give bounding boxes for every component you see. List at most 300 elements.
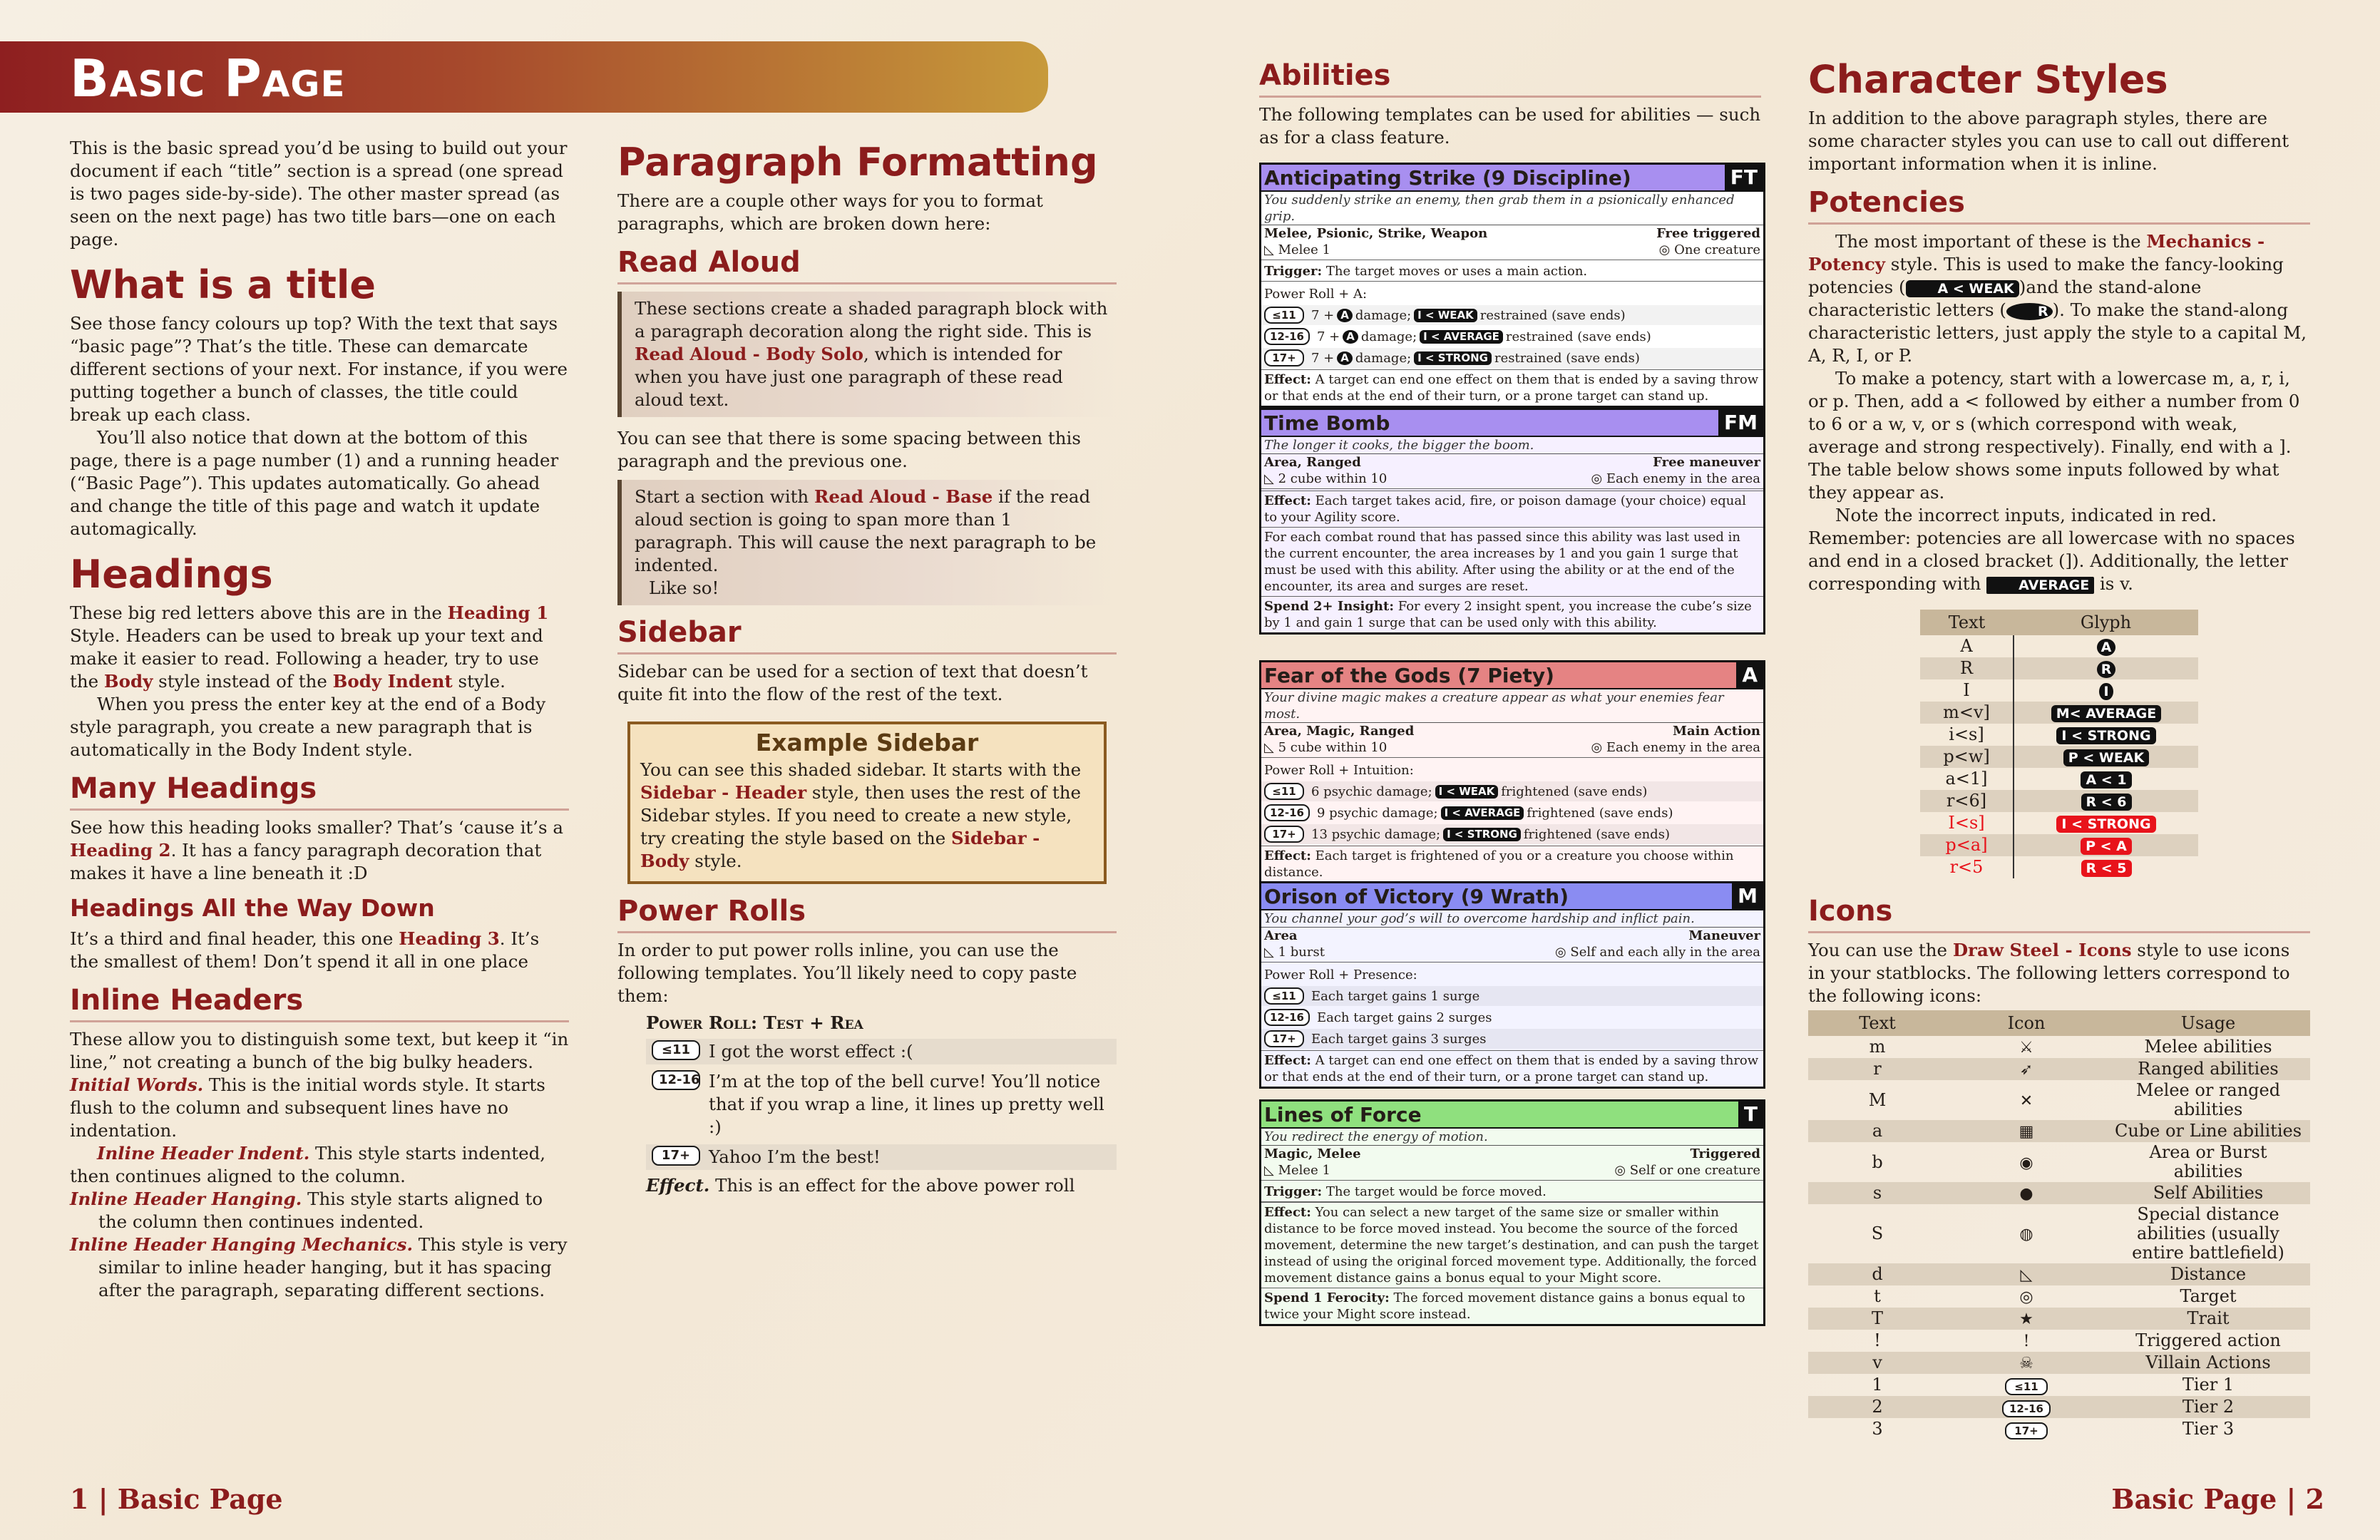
distance-text: Melee 1 [1278, 242, 1330, 257]
target-icon: ◎ [1591, 471, 1606, 486]
ability-header [1261, 883, 1763, 910]
icon-text: s [1808, 1182, 1946, 1204]
tier-pre: 6 psychic damage; [1311, 784, 1432, 799]
icon-text: 2 [1808, 1396, 1946, 1418]
target-icon: ◎ [1658, 242, 1675, 257]
ability-header [1261, 1102, 1763, 1129]
glyph-text: A [1960, 636, 1973, 656]
target-icon: ◎ [2019, 1288, 2033, 1306]
effect-line [1261, 491, 1763, 527]
icon-cell [1946, 1120, 2106, 1142]
heading-read-aloud: Read Aloud [617, 245, 1117, 284]
tier-badge: 17+ [1264, 349, 1304, 366]
icon-row [1808, 1142, 2310, 1182]
tier-mid: damage; [1360, 329, 1417, 344]
action-type: Free triggered [1656, 226, 1760, 241]
ability-block [1259, 660, 1765, 884]
potency-tag: I < AVERAGE [1420, 330, 1503, 344]
style-ref: Body [103, 671, 153, 692]
trigger-text: The target would be force moved. [1325, 1184, 1547, 1199]
triggered-action-icon: ! [2023, 1333, 2030, 1350]
icon-usage: Tier 2 [2106, 1396, 2310, 1418]
title-paragraph-2: You’ll also notice that down at the bottom of this page, there is a page number (1) and a running header (“Basic Page”). This updates automatically. Go ahead and change the title of this page and watch it update automagically. [70, 427, 559, 539]
spend-text: For every 2 insight spent, you increase the cube’s size by 1 and gain 1 surge that can be used only with this ability. [1264, 599, 1752, 630]
tier-pre: 13 psychic damage; [1311, 826, 1441, 842]
target [1614, 1162, 1760, 1179]
burst-icon: ◉ [2019, 1154, 2033, 1172]
action-code: M [1732, 883, 1763, 909]
inline-header: Inline Header Hanging Mechanics. [70, 1234, 414, 1255]
distance-text: 5 cube within 10 [1278, 740, 1388, 755]
icon-cell [1946, 1058, 2106, 1080]
tier-text: I got the worst effect :( [709, 1041, 913, 1062]
heading-what-is-a-title: What is a title [70, 262, 376, 307]
potency-tag: AVERAGE [1986, 577, 2094, 594]
icon-text: 3 [1872, 1419, 1883, 1439]
power-paragraph: In order to put power rolls inline, you can use the following templates. You’ll likely need to copy paste them: [617, 940, 1077, 1006]
style-ref: Sidebar - Header [640, 782, 807, 803]
glyph-header-text: Text [1920, 610, 2014, 635]
icon-row [1808, 1396, 2310, 1418]
glyph-cell [2014, 702, 2198, 724]
glyph-header-glyph: Glyph [2014, 610, 2198, 635]
effect-label: Effect: [1264, 1205, 1311, 1220]
spend-line [1261, 1288, 1763, 1324]
page-title: Basic Page [70, 48, 346, 108]
text-span: . It has a fancy paragraph decoration that makes it have a line beneath it :D [70, 840, 542, 883]
column-1 [70, 137, 569, 1302]
glyph-row [1920, 790, 2198, 812]
distance-icon: ◺ [2020, 1266, 2033, 1284]
tier-badge: 17+ [1264, 826, 1304, 843]
glyph-text: r<5 [1949, 857, 1984, 877]
heading-abilities: Abilities [1259, 58, 1761, 98]
keyword-row [1261, 1146, 1763, 1162]
ranged-icon: ➶ [2019, 1061, 2033, 1079]
glyph-row [1920, 724, 2198, 746]
footer-left [70, 1483, 283, 1515]
glyph-tag: P < WEAK [2063, 749, 2149, 766]
text-span: style. [452, 671, 506, 692]
icon-usage: Villain Actions [2106, 1352, 2310, 1374]
headings-paragraph-2: When you press the enter key at the end of a Body style paragraph, you create a new paragraph that is automatically in the Body Indent style. [70, 694, 546, 760]
tier-row [1261, 327, 1763, 346]
column-4 [1808, 58, 2310, 1440]
distance-text: Melee 1 [1278, 1163, 1330, 1178]
glyph-cell [2014, 679, 2198, 702]
effect-label: Effect: [1264, 848, 1311, 863]
target [1555, 944, 1760, 960]
target-icon: ◎ [1591, 740, 1606, 755]
heading-headings: Headings [70, 552, 273, 597]
text-span: Style. Headers can be used to break up your text and make it easier to read. Following a header, try to use the [70, 625, 543, 692]
glyph-row [1920, 679, 2198, 702]
icon-cell [1946, 1418, 2106, 1440]
glyph-text: r<6] [1920, 790, 2014, 812]
glyph-tag: A < 1 [2081, 771, 2131, 789]
glyph-text: I<s] [1948, 813, 1985, 833]
target-icon: ◎ [1554, 945, 1571, 960]
initial-words-paragraph [70, 1074, 569, 1142]
glyph-tag: I < STRONG [2056, 727, 2155, 744]
icon-table [1808, 1010, 2310, 1440]
distance-row [1261, 242, 1763, 258]
target-text: Each enemy in the area [1606, 471, 1760, 486]
tier-badge: 12-16 [1264, 1009, 1310, 1026]
glyph-cell [2014, 746, 2198, 768]
target-text: Self or one creature [1629, 1163, 1760, 1178]
text-span: This is an effect for the above power roll [709, 1175, 1075, 1196]
ability-block [1259, 163, 1765, 408]
icon-row [1808, 1308, 2310, 1330]
inline-header-hanging-paragraph [70, 1188, 569, 1233]
potency-paragraph-2: To make a potency, start with a lowercase m, a, r, i, or p. Then, add a < followed by either a number from 0 to 6 or a w, v, or s (which correspond with weak, average and strong respectively). Finally, end with a ]. The table below shows some inputs followed by what they appear as. [1808, 368, 2300, 503]
title-paragraph-1: See those fancy colours up top? With the text that says “basic page”? That’s the title. These can demarcate different sections of your next. For instance, if you were putting together a bunch of classes, the title could break up each class. [70, 313, 568, 425]
icon-usage: Target [2180, 1286, 2237, 1306]
headings-paragraph-1 [70, 602, 569, 693]
heading-all-the-way-down: Headings All the Way Down [70, 894, 435, 922]
ability-block [1259, 1099, 1765, 1326]
target-icon: ◎ [1614, 1163, 1630, 1178]
column-3-header [1259, 58, 1761, 149]
heading-inline-headers: Inline Headers [70, 983, 569, 1022]
effect-label: Effect: [1264, 1053, 1311, 1068]
icon-header-text: Text [1808, 1010, 1946, 1036]
page-number-right: 2 [2305, 1483, 2324, 1515]
inline-header: Initial Words. [70, 1074, 204, 1095]
tier-badge: 17+ [1264, 1030, 1304, 1047]
icon-row [1808, 1374, 2310, 1396]
glyph-tag: M< AVERAGE [2051, 705, 2161, 722]
icon-text: S [1871, 1223, 1884, 1243]
icon-row [1808, 1352, 2310, 1374]
abilities-paragraph: The following templates can be used for abilities — such as for a class feature. [1259, 104, 1761, 148]
icon-usage: Area or Burst abilities [2149, 1142, 2267, 1181]
ability-name: Orison of Victory (9 Wrath) [1264, 884, 1569, 908]
icon-usage: Trait [2106, 1308, 2310, 1330]
ability-header [1261, 410, 1763, 437]
title-banner [0, 41, 1048, 113]
effect-label: Effect: [1264, 493, 1311, 508]
tier-text: Yahoo I’m the best! [709, 1146, 881, 1167]
text-span: You can see this shaded sidebar. It starts with the [640, 759, 1082, 780]
distance [1264, 1162, 1330, 1179]
style-ref: Heading 2 [70, 840, 171, 861]
action-code: FM [1718, 410, 1763, 436]
ability-name: Fear of the Gods (7 Piety) [1264, 663, 1554, 687]
icons-paragraph [1808, 939, 2310, 1007]
glyph-text: i<s] [1949, 724, 1984, 744]
potency-tag: I < WEAK [1414, 309, 1477, 322]
ability-flavor: The longer it cooks, the bigger the boom. [1261, 437, 1763, 454]
icon-usage: Melee or ranged abilities [2135, 1080, 2281, 1119]
inline-header-indent-paragraph [70, 1142, 569, 1188]
power-roll-tier-3 [646, 1144, 1117, 1170]
extra-line: For each combat round that has passed since this ability was last used in the current encounter, the area increases by 1 and you gain 1 surge that must be used with this ability. After using the ability or at the end of the encounter, its area and surges are reset. [1261, 527, 1763, 596]
tier-post: frightened (save ends) [1527, 805, 1673, 821]
target-text: Self and each ally in the area [1570, 945, 1760, 960]
icon-cell [1946, 1142, 2106, 1182]
inline-header-hanging-mechanics-paragraph [70, 1233, 569, 1302]
keywords: Area [1264, 928, 1298, 943]
tier-row [1261, 986, 1763, 1006]
tier-pre: 7 + [1311, 307, 1335, 323]
read-aloud-base [617, 480, 1117, 605]
text-span: is v. [2094, 573, 2133, 594]
effect-line [1261, 846, 1763, 882]
glyph-tag: R [2097, 661, 2116, 678]
ability-block [1259, 881, 1765, 1089]
icon-cell [1946, 1285, 2106, 1308]
action-type: Maneuver [1688, 928, 1760, 943]
distance [1264, 471, 1387, 487]
distance-row [1261, 739, 1763, 756]
style-ref: Body Indent [332, 671, 453, 692]
glyph-cell [2014, 657, 2198, 679]
text-span: style, then uses the rest of the Sidebar styles. If you need to create a new style, try creating the style based on the [640, 782, 1082, 848]
distance-icon: ◺ [1264, 242, 1278, 257]
glyph-tag: P < A [2081, 838, 2132, 855]
melee-or-ranged-icon: ✕ [2019, 1092, 2033, 1110]
tier-pre: Each target gains 3 surges [1311, 1031, 1487, 1047]
glyph-cell [2014, 635, 2198, 657]
melee-icon: ⚔ [2019, 1039, 2033, 1057]
icon-row [1808, 1120, 2310, 1142]
ability-name: Lines of Force [1264, 1102, 1422, 1126]
characteristic-tag: A [1343, 330, 1358, 344]
spend-line [1261, 596, 1763, 632]
glyph-row [1920, 746, 2198, 768]
icon-text: 1 [1872, 1375, 1883, 1395]
keywords: Area, Magic, Ranged [1264, 724, 1415, 739]
icon-row [1808, 1330, 2310, 1352]
glyph-cell [2014, 724, 2198, 746]
icon-text: M [1868, 1089, 1887, 1110]
tier-post: frightened (save ends) [1523, 826, 1670, 842]
effect-line [1261, 1202, 1763, 1288]
style-ref: Mechanics - Potency [1808, 231, 2265, 274]
tier-badge: ≤11 [1264, 783, 1304, 800]
distance-row [1261, 1162, 1763, 1179]
glyph-cell [2014, 834, 2198, 856]
distance [1264, 944, 1325, 960]
potency-tag: A < WEAK [1906, 280, 2019, 297]
potency-paragraph-3 [1808, 504, 2310, 595]
glyph-text: p<w] [1920, 746, 2014, 768]
tier-badge: 12-16 [1264, 804, 1310, 821]
distance-icon: ◺ [1264, 1163, 1278, 1178]
target [1591, 471, 1760, 487]
power-roll-effect [646, 1174, 1117, 1197]
tier-pre: 7 + [1316, 329, 1340, 344]
icon-text: v [1808, 1352, 1946, 1374]
page-number-left: 1 [70, 1483, 89, 1515]
trigger-text: The target moves or uses a main action. [1325, 264, 1588, 279]
icon-usage: Melee abilities [2144, 1037, 2272, 1057]
ability-block [1259, 408, 1765, 635]
potency-tag: I < STRONG [1443, 828, 1521, 841]
glyph-tag: A [2097, 639, 2116, 656]
glyph-row [1920, 834, 2198, 856]
footer-divider: | [2286, 1483, 2306, 1515]
tier-2-badge: 12-16 [652, 1070, 700, 1090]
characteristic-tag: A [1337, 309, 1353, 322]
keywords: Area, Ranged [1264, 455, 1361, 470]
icon-usage: Tier 3 [2182, 1419, 2235, 1439]
effect-text: Each target takes acid, fire, or poison damage (your choice) equal to your Agility score. [1264, 493, 1746, 525]
heading-character-styles: Character Styles [1808, 57, 2168, 102]
target [1591, 739, 1760, 756]
power-roll-tier-2 [646, 1069, 1117, 1140]
footer-right [2111, 1483, 2324, 1515]
icon-cell [1946, 1308, 2106, 1330]
text-span: Note the incorrect inputs, indicated in red. Remember: potencies are all lowercase with no spaces and end in a closed bracket (]). Additionally, the letter corresponding with [1808, 505, 2295, 594]
effect-text: A target can end one effect on them that is ended by a saving throw or that ends at the end of their turn, or a prone target can stand up. [1264, 372, 1759, 404]
tier-3-badge: 17+ [652, 1146, 700, 1166]
spend-text: The forced movement distance gains a bonus equal to twice your Might score instead. [1264, 1290, 1745, 1322]
icon-row [1808, 1058, 2310, 1080]
sidebar-title: Example Sidebar [755, 729, 979, 756]
spend-label: Spend 2+ Insight: [1264, 599, 1394, 614]
power-roll-label: Power Roll + A: [1264, 287, 1368, 302]
heading-sidebar: Sidebar [617, 615, 1117, 654]
target-text: One creature [1674, 242, 1760, 257]
text-span: See how this heading looks smaller? That’s ‘cause it’s a [70, 817, 564, 838]
icon-text: r [1808, 1058, 1946, 1080]
glyph-row [1920, 657, 2198, 679]
text-span: )and the stand-alone characteristic letters ( [1808, 277, 2202, 320]
icon-cell [1946, 1204, 2106, 1263]
tier-3-icon: 17+ [2005, 1422, 2048, 1439]
tier-1-icon: ≤11 [2005, 1378, 2048, 1395]
para-intro: There are a couple other ways for you to format paragraphs, which are broken down here: [617, 190, 1043, 234]
text-span: Start a section with [635, 486, 814, 507]
tier-post: frightened (save ends) [1501, 784, 1648, 799]
glyph-tag: I [2099, 683, 2113, 700]
icon-cell [1946, 1330, 2106, 1352]
text-span: , which is intended for when you have just one paragraph of these read aloud text. [635, 344, 1063, 410]
characteristic-tag: A [1337, 351, 1353, 365]
footer-divider: | [98, 1483, 118, 1515]
glyph-row [1920, 812, 2198, 834]
trait-icon: ★ [2019, 1310, 2033, 1328]
text-span: style. [689, 851, 742, 871]
keyword-row [1261, 225, 1763, 242]
icon-text: ! [1874, 1330, 1881, 1350]
effect-text: A target can end one effect on them that is ended by a saving throw or that ends at the end of their turn, or a prone target can stand up. [1264, 1053, 1759, 1084]
many-paragraph [70, 816, 569, 885]
power-roll-label: Power Roll + Intuition: [1264, 763, 1414, 778]
glyph-text: m<v] [1920, 702, 2014, 724]
column-2 [617, 128, 1117, 1197]
icon-usage: Cube or Line abilities [2106, 1120, 2310, 1142]
power-roll-title: Power Roll: Test + Rea [646, 1012, 863, 1033]
icon-row [1808, 1182, 2310, 1204]
style-ref: Heading 3 [399, 928, 500, 949]
tier-row [1261, 1007, 1763, 1027]
glyph-row [1920, 856, 2198, 878]
tier-row [1261, 824, 1763, 844]
inline-header: Inline Header Indent. [97, 1143, 310, 1164]
cube-icon: ▦ [2019, 1123, 2034, 1141]
power-roll-tier-1 [646, 1039, 1117, 1064]
glyph-tag: R < 6 [2081, 794, 2132, 811]
distance-text: 1 burst [1278, 945, 1325, 960]
keywords: Magic, Melee [1264, 1146, 1361, 1161]
read-aloud-indent: Like so! [649, 578, 719, 598]
tier-pre: 9 psychic damage; [1316, 805, 1438, 821]
text-span: These big red letters above this are in the [70, 602, 448, 623]
special-distance-icon: ◍ [2019, 1226, 2033, 1243]
effect-line [1261, 369, 1763, 406]
icon-row [1808, 1036, 2310, 1058]
distance-text: 2 cube within 10 [1278, 471, 1388, 486]
potency-tag: I < AVERAGE [1441, 806, 1524, 820]
icon-usage: Ranged abilities [2106, 1058, 2310, 1080]
distance-icon: ◺ [1264, 945, 1278, 960]
text-span: if the read aloud section is going to span more than 1 paragraph. This will cause the next paragraph to be indented. [635, 486, 1097, 575]
trigger-label: Trigger: [1264, 1184, 1323, 1199]
tier-pre: 7 + [1311, 350, 1335, 366]
potency-tag: I < STRONG [1414, 351, 1492, 365]
distance-icon: ◺ [1264, 471, 1278, 486]
tier-1-badge: ≤11 [652, 1040, 700, 1060]
tier-pre: Each target gains 2 surges [1316, 1010, 1492, 1025]
text-span: ). To make the stand-along characteristic letters, just apply the style to a capital M, A, R, I, or P. [1808, 299, 2307, 366]
tier-badge: ≤11 [1264, 307, 1304, 324]
tier-row [1261, 1029, 1763, 1049]
heading-icons: Icons [1808, 894, 2310, 933]
ability-flavor: You channel your god’s will to overcome hardship and inflict pain. [1261, 910, 1763, 928]
inline-paragraph: These allow you to distinguish some text, but keep it “in line,” not creating a bunch of the big bulky headers. [70, 1029, 569, 1072]
glyph-row [1920, 635, 2198, 657]
icon-usage: Triggered action [2135, 1330, 2281, 1350]
tier-post: restrained (save ends) [1479, 307, 1626, 323]
read-aloud-solo [617, 292, 1117, 417]
icon-text: t [1874, 1286, 1881, 1306]
text-span: You can use the [1808, 940, 1953, 960]
text-span: style instead of the [153, 671, 333, 692]
icon-usage: Distance [2106, 1263, 2310, 1285]
style-ref: Heading 1 [447, 602, 549, 623]
running-header-right: Basic Page [2111, 1483, 2277, 1515]
action-code: A [1736, 662, 1763, 688]
keyword-row [1261, 723, 1763, 739]
heading-potencies: Potencies [1808, 185, 2310, 225]
distance-row [1261, 471, 1763, 487]
tier-text: I’m at the top of the bell curve! You’ll notice that if you wrap a line, it lines up pretty well :) [709, 1071, 1104, 1137]
icon-cell [1946, 1080, 2106, 1120]
trigger-label: Trigger: [1264, 264, 1323, 279]
icon-text: m [1869, 1037, 1886, 1057]
icon-row [1808, 1080, 2310, 1120]
distance-row [1261, 944, 1763, 960]
icon-row [1808, 1204, 2310, 1263]
ability-flavor: You redirect the energy of motion. [1261, 1129, 1763, 1146]
tier-badge: 12-16 [1264, 328, 1310, 345]
effect-text: You can select a new target of the same size or smaller within distance to be force moved instead. You become the source of the forced movement, determine the new target’s destination, and can push the target instead of using the original forced movement type. Additionally, the forced movement distance gains a bonus equal to your Might score. [1264, 1205, 1759, 1285]
glyph-row [1920, 768, 2198, 790]
allway-paragraph [70, 928, 569, 973]
style-ref: Sidebar - Body [640, 828, 1040, 871]
action-type: Main Action [1673, 724, 1760, 739]
effect-label: Effect: [1264, 372, 1311, 387]
icon-cell [1946, 1396, 2106, 1418]
glyph-text: p<a] [1920, 834, 2014, 856]
intro-paragraph: This is the basic spread you’d be using to build out your document if each “title” section is a spread (one spread is two pages side-by-side). The other master spread (as seen on the next page) has two title bars—one on each page. [70, 138, 568, 250]
characteristic-tag: R [2006, 303, 2053, 320]
icon-row [1808, 1285, 2310, 1308]
